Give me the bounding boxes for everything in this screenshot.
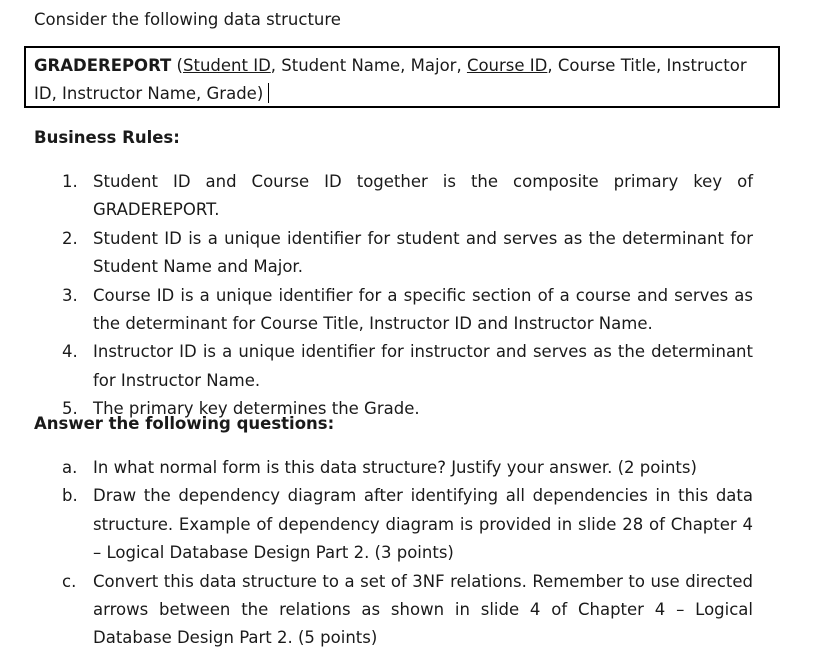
questions-list [0, 454, 836, 653]
list-item [0, 482, 836, 567]
list-marker: 2. [62, 228, 78, 248]
text-cursor [268, 83, 269, 103]
list-item-text: Draw the dependency diagram after identifying all dependencies in this data structure. Example of dependency diagram is provided in slide 28 of Chapter 4 – Logical Database Design Part 2. (3 points) [93, 486, 753, 563]
schema-box [24, 46, 780, 108]
questions-heading: Answer the following questions: [34, 414, 335, 433]
list-item [0, 282, 836, 339]
schema-remaining-attributes: , Course Title, Instructor ID, Instructor Name, Grade) [34, 56, 747, 103]
list-item [0, 338, 836, 395]
list-item-text: Student ID is a unique identifier for student and serves as the determinant for Student Name and Major. [93, 228, 753, 277]
list-item-text: In what normal form is this data structure? Justify your answer. (2 points) [93, 458, 697, 477]
list-marker: 3. [62, 285, 78, 305]
key-attribute-course-id: Course ID [466, 56, 548, 75]
list-marker: 5. [62, 399, 78, 419]
list-item-text: Instructor ID is a unique identifier for instructor and serves as the determinant for Instructor Name. [93, 342, 753, 390]
list-item [0, 568, 836, 653]
business-rules-list [0, 168, 836, 424]
list-marker: b. [62, 486, 78, 506]
key-attribute-student-id: Student ID [183, 56, 271, 75]
list-item [0, 225, 836, 282]
list-item-text: Course ID is a unique identifier for a specific section of a course and serves as the determinant for Course Title, Instructor ID and Instructor Name. [93, 285, 753, 334]
list-marker: a. [62, 458, 78, 477]
business-rules-heading: Business Rules: [34, 128, 180, 147]
list-marker: c. [62, 571, 77, 591]
list-item-text: Student ID and Course ID together is the composite primary key of GRADEREPORT. [93, 172, 753, 220]
list-marker: 4. [62, 342, 78, 362]
list-item-text: Convert this data structure to a set of 3NF relations. Remember to use directed arrows between the relations as shown in slide 4 of Chapter 4 – Logical Database Design Part 2. (5 points) [93, 571, 753, 648]
table-name: GRADEREPORT [34, 56, 172, 75]
schema-open: ( [171, 56, 183, 75]
intro-text: Consider the following data structure [34, 10, 341, 29]
list-item-text: The primary key determines the Grade. [93, 399, 420, 419]
schema-separator: , Student Name, Major, [270, 56, 467, 75]
list-marker: 1. [62, 172, 78, 191]
list-item [0, 454, 836, 482]
list-item [0, 168, 836, 225]
